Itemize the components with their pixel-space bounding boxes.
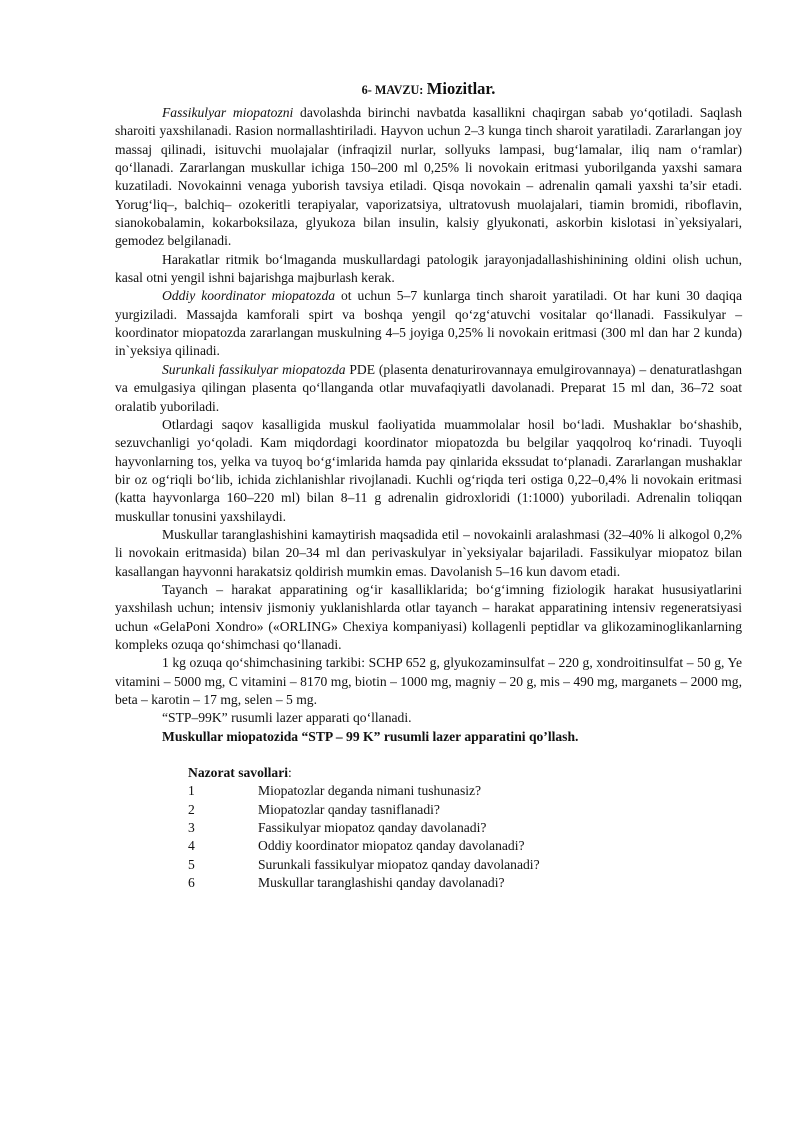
question-number: 4 <box>188 838 195 854</box>
question-number: 1 <box>188 783 195 799</box>
question-item <box>188 819 742 837</box>
question-text: Surunkali fassikulyar miopatoz qanday davolanadi? <box>258 856 540 872</box>
question-number: 3 <box>188 820 195 836</box>
page-title <box>115 78 742 101</box>
question-text: Miopatozlar qanday tasniflanadi? <box>258 801 440 817</box>
title-main: Miozitlar. <box>426 79 496 98</box>
paragraph-text: PDE (plasenta denaturirovannaya emulgirovannaya) – denaturatlashgan va emulgasiya qilingan plasenta qo‘llanganda otlar muvafaqiyatli davolanadi. Preparat 15 ml dan, 36–72 soat oralatib yuboriladi. <box>115 361 743 414</box>
paragraph-saqov <box>115 416 742 526</box>
paragraph-text: 1 kg ozuqa qo‘shimchasining tarkibi: SCHP 652 g, glyukozaminsulfat – 220 g, xondroitinsulfat – 50 g, Ye vitamini – 5000 mg, C vitamini – 8170 mg, biotin – 1000 mg, magniy – 20 g, mis – 490 mg, marganets – 2000 mg, beta – karotin – 17 mg, selen – 5 mg. <box>115 655 742 707</box>
question-item <box>188 856 742 874</box>
laser-heading: Muskullar miopatozida “STP – 99 K” rusumli lazer apparatini qo’llash. <box>162 728 579 744</box>
document-page <box>115 78 742 892</box>
paragraph-text: ot uchun 5–7 kunlarga tinch sharoit yaratiladi. Ot har kuni 30 daqiqa yurgiziladi. Massajda kamforali spirt va boshqa yengil qo‘zg‘atuvchi vositalar qo‘llanadi. Fassikulyar – koordinator miopatozda zararlangan muskulning 4–5 joyiga 0,25% li novokain eritmasi (300 ml dan har 2 kunda) in`yeksiya qilinadi. <box>115 288 742 359</box>
laser-note: “STP–99K” rusumli lazer apparati qo‘llanadi. <box>162 710 412 726</box>
question-number: 5 <box>188 856 195 872</box>
paragraph-lead: Oddiy koordinator miopatozda <box>162 288 336 304</box>
question-text: Miopatozlar deganda nimani tushunasiz? <box>258 783 482 799</box>
paragraph-oddiy <box>115 287 742 360</box>
title-prefix: 6- MAVZU: <box>361 83 424 97</box>
question-text: Fassikulyar miopatoz qanday davolanadi? <box>258 820 487 836</box>
paragraph-text: Otlardagi saqov kasalligida muskul faoliyatida muammolalar hosil bo‘ladi. Mushaklar bo‘shashib, sezuvchanligi yo‘qoladi. Kam miqdordagi koordinator miopatozda bu belgilar yaqqolroq ko‘rinadi. Tuyoqli hayvonlarning tos, yelka va tuyoq bo‘g‘imlarida hamda pay qinlarida ekssudat to‘planadi. Zararlangan mushaklar bir oz og‘riqli bo‘lib, ichida zichlanishlar rivojlanadi. Kuchli og‘riqda teri ostiga 0,22–0,4% li novokain eritmasi (katta hayvonlarga 160–220 ml) bilan 8–11 g adrenalin gidroxloridi (1:1000) yuboriladi. Adrenalin toliqqan muskullar tonusini yaxshilaydi. <box>115 416 742 524</box>
paragraph-text: davolashda birinchi navbatda kasallikni chaqirgan sabab yo‘qotiladi. Saqlash sharoiti yaxshilanadi. Rasion normallashtiriladi. Hayvon uchun 2–3 kunga tinch sharoit yaratiladi. Zararlangan joy massaj qilinadi, isituvchi muolajalar (infraqizil nurlar, sollyuks lampasi, bug‘lamalar, iliq nam o‘ramlar) qo‘llanadi. Zararlangan muskullar ichiga 150–200 ml 0,25% li novokain eritmasi yuborilganda yaxshi samara kuzatiladi. Novokainni venaga yuborish tavsiya etiladi. Qisqa novokain – adrenalin qamali yaxshi ta’sir etadi. Yorug‘liq–, balchiq– ozokeritli terapiyalar, vaporizatsiya, ultratovush muolajalari, tiamin bromidi, riboflavin, sianokobalamin, kokarboksilaza, glyukoza bilan insulin, kalsiy glyukonati, askorbin kislotasi in`yeksiyalari, gemodez belgilanadi. <box>115 105 742 249</box>
paragraph-text: Tayanch – harakat apparatining og‘ir kasalliklarida; bo‘g‘imning fiziologik harakat hususiyatlarini yaxshilash uchun; intensiv jismoniy yuklanishlarda otlar tayanch – harakat apparatining intensiv regeneratsiyasi uchun «GelaPoni Xondro» («ORLING» Chexiya kompaniyasi) kollagenli peptidlar va glikozaminoglikanlarning kompleks ozuqa qo‘shimchasi qo‘llanadi. <box>115 581 742 652</box>
questions-heading-row <box>188 764 742 782</box>
paragraph-surunkali <box>115 361 742 416</box>
paragraph-fassikulyar <box>115 104 742 251</box>
questions-heading-colon: : <box>288 765 292 781</box>
paragraph-ritm <box>115 251 742 288</box>
question-text: Muskullar taranglashishi qanday davolanadi? <box>258 875 505 891</box>
paragraph-text: Muskullar taranglashishini kamaytirish maqsadida etil – novokainli aralashmasi (32–40% li alkogol 0,2% li novokain eritmasida) bilan 20–34 ml dan perivaskulyar in`yeksiyalar bajariladi. Fassikulyar miopatoz bilan kasallangan hayvonni harakatsiz qoldirish mumkin emas. Davolanish 5–16 kun davom etadi. <box>115 526 742 579</box>
paragraph-tayanch <box>115 581 742 654</box>
paragraph-taranglashish <box>115 526 742 581</box>
question-text: Oddiy koordinator miopatoz qanday davolanadi? <box>258 838 525 854</box>
paragraph-tarkib <box>115 654 742 709</box>
question-item <box>188 837 742 855</box>
question-item <box>188 874 742 892</box>
paragraph-text: Harakatlar ritmik bo‘lmaganda muskullardagi patologik jarayonjadallashishinining oldini olish uchun, kasal otni yengil ishni bajarishga majburlash kerak. <box>115 251 742 286</box>
question-item <box>188 801 742 819</box>
question-number: 2 <box>188 801 195 817</box>
control-questions <box>188 764 742 892</box>
paragraph-lead: Fassikulyar miopatozni <box>162 105 294 120</box>
question-item <box>188 782 742 800</box>
paragraph-lead: Surunkali fassikulyar miopatozda <box>162 361 346 377</box>
question-number: 6 <box>188 875 195 891</box>
questions-heading: Nazorat savollari <box>188 765 289 781</box>
